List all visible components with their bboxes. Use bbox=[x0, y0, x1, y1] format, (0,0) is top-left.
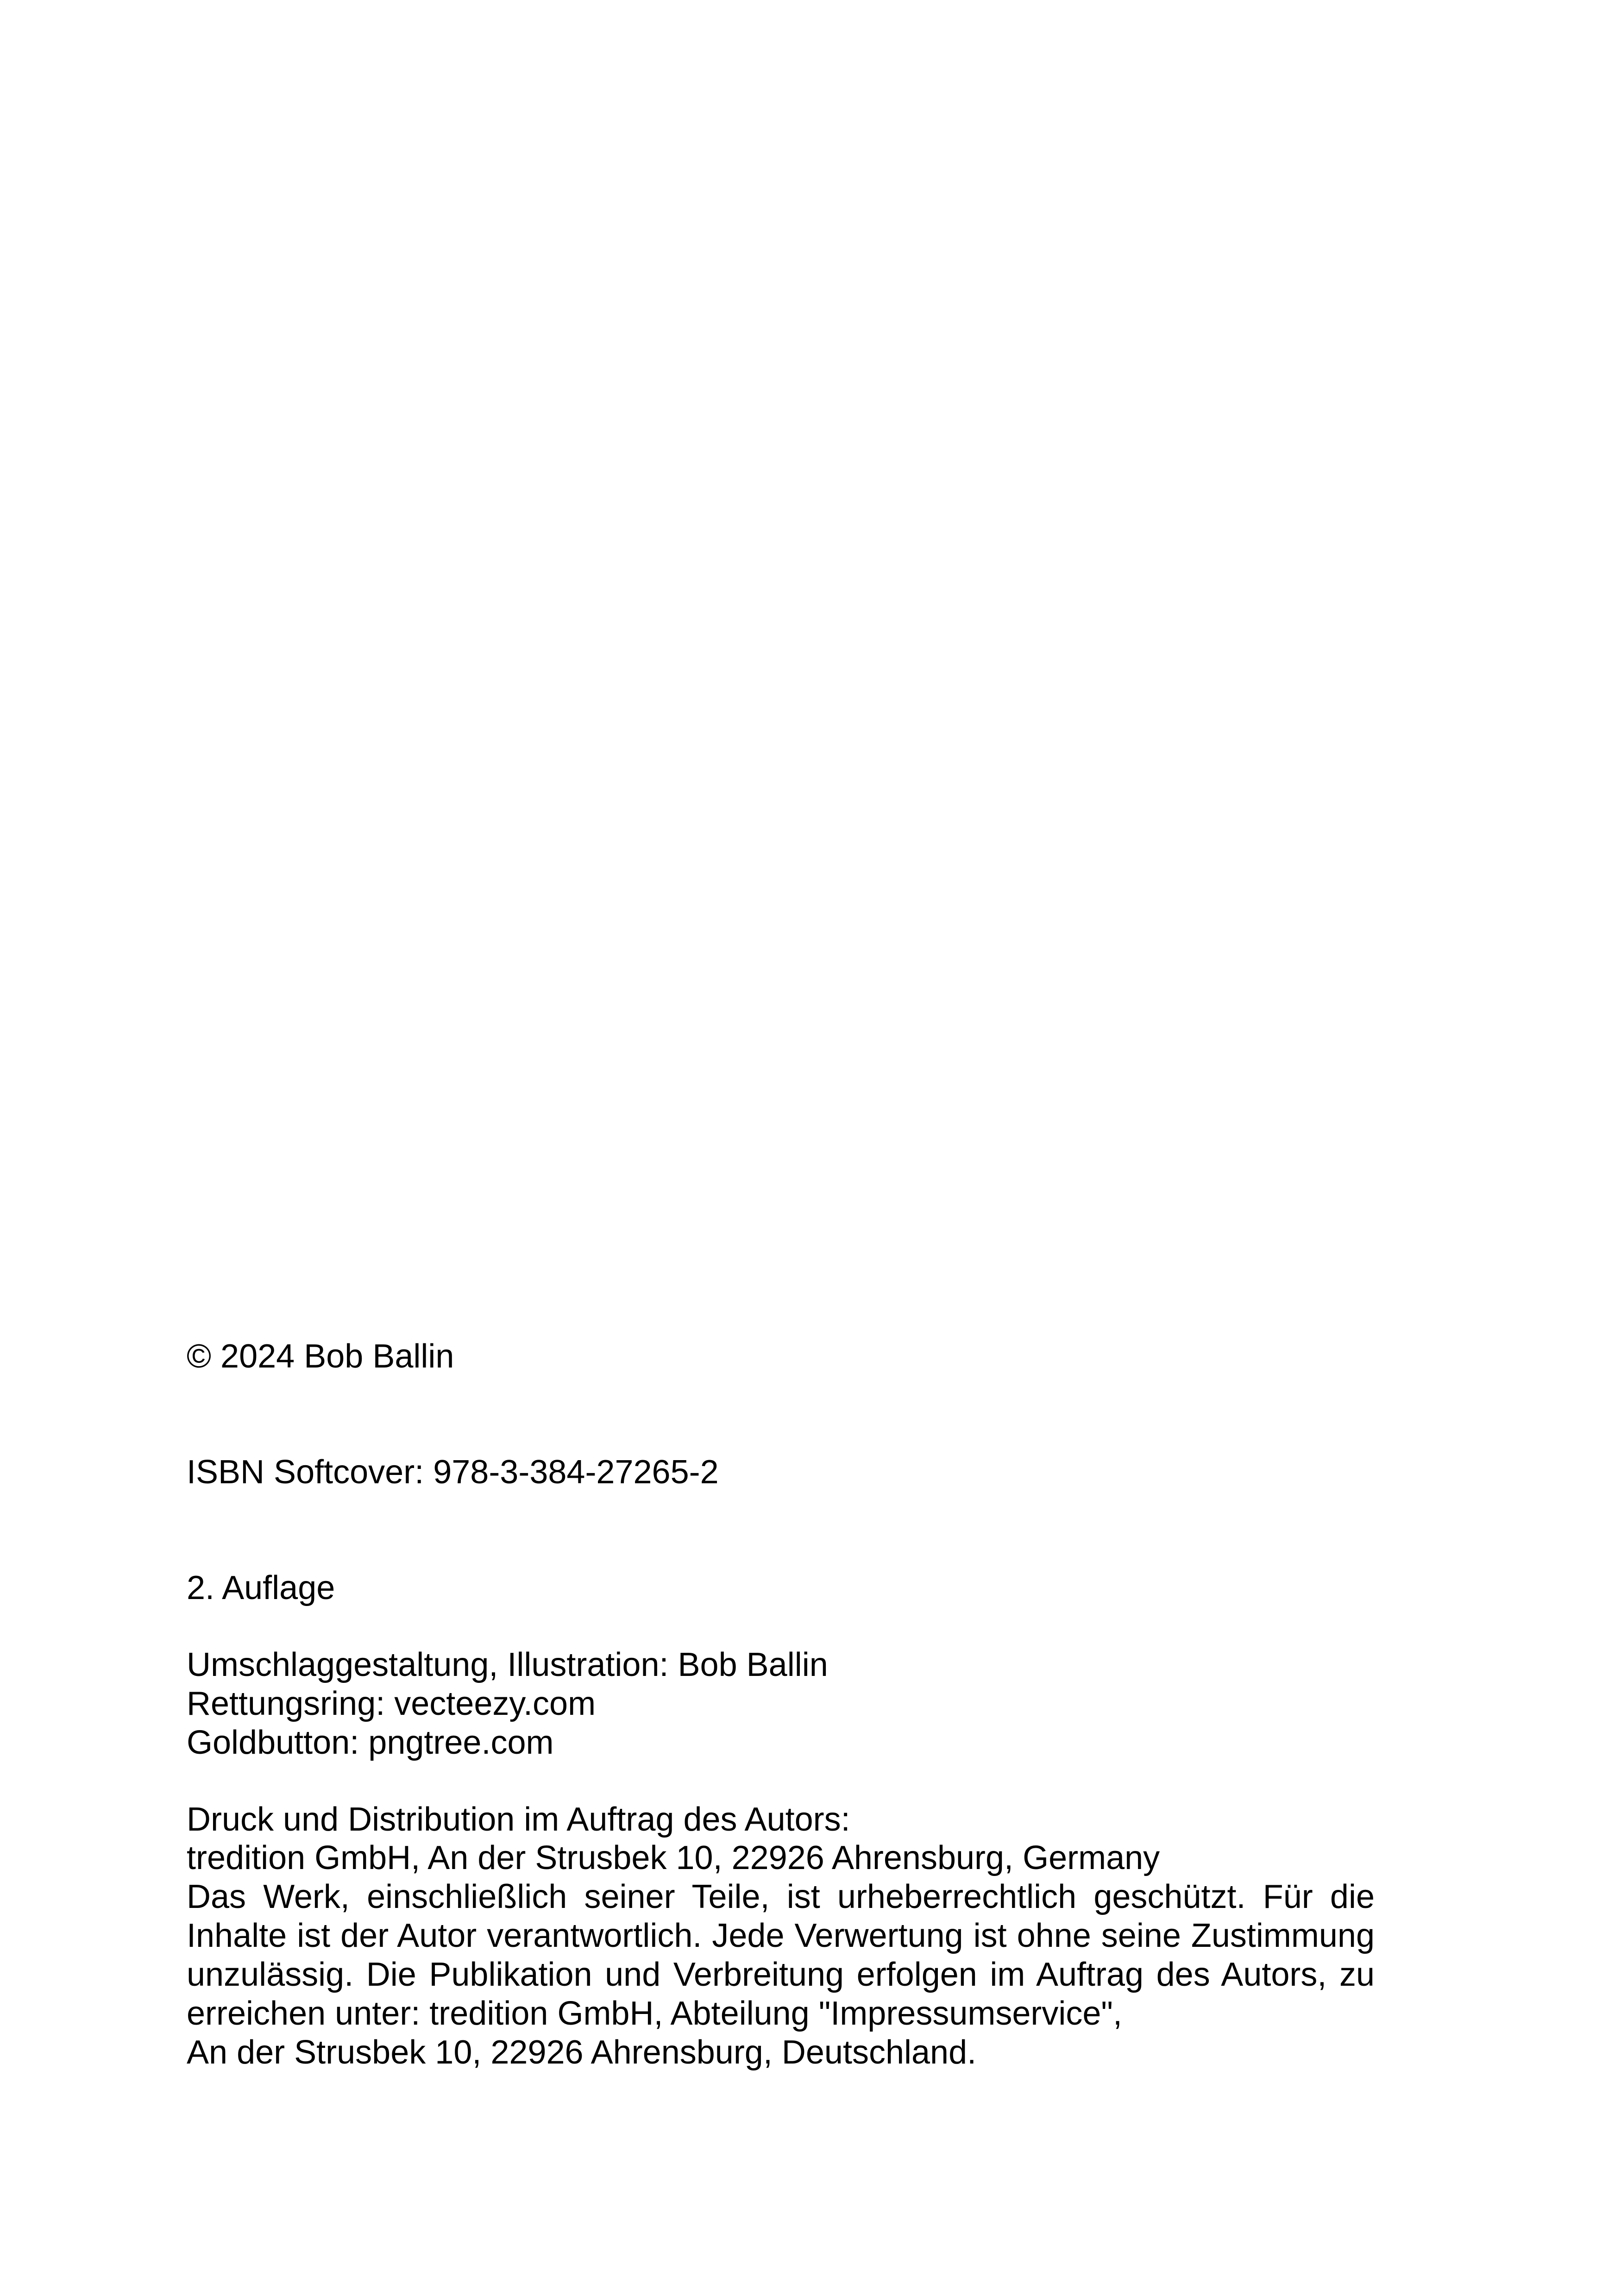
publisher-address: tredition GmbH, An der Strusbek 10, 22926 Ahrensburg, Germany bbox=[187, 1839, 1160, 1876]
credit-cover-illustration: Umschlaggestaltung, Illustration: Bob Ballin bbox=[187, 1646, 828, 1683]
isbn-line: ISBN Softcover: 978-3-384-27265-2 bbox=[187, 1454, 719, 1491]
credit-life-ring: Rettungsring: vecteezy.com bbox=[187, 1685, 596, 1722]
legal-notice bbox=[187, 1877, 1375, 2072]
legal-notice-address: An der Strusbek 10, 22926 Ahrensburg, Deutschland. bbox=[187, 2034, 977, 2071]
legal-notice-body: Das Werk, einschließlich seiner Teile, ist urheberrechtlich geschützt. Für die Inhalte ist der Autor verantwortlich. Jede Verwertung ist ohne seine Zustimmung unzulässig. Die Publikation und Verbreitung erfolgen im Auftrag des Autors, zu erreichen unter: tredition GmbH, Abteilung "Impressumservice", bbox=[187, 1878, 1375, 2032]
credit-gold-button: Goldbutton: pngtree.com bbox=[187, 1724, 554, 1761]
printing-heading: Druck und Distribution im Auftrag des Autors: bbox=[187, 1801, 850, 1838]
edition-line: 2. Auflage bbox=[187, 1569, 335, 1606]
copyright-notice: © 2024 Bob Ballin bbox=[187, 1338, 454, 1375]
